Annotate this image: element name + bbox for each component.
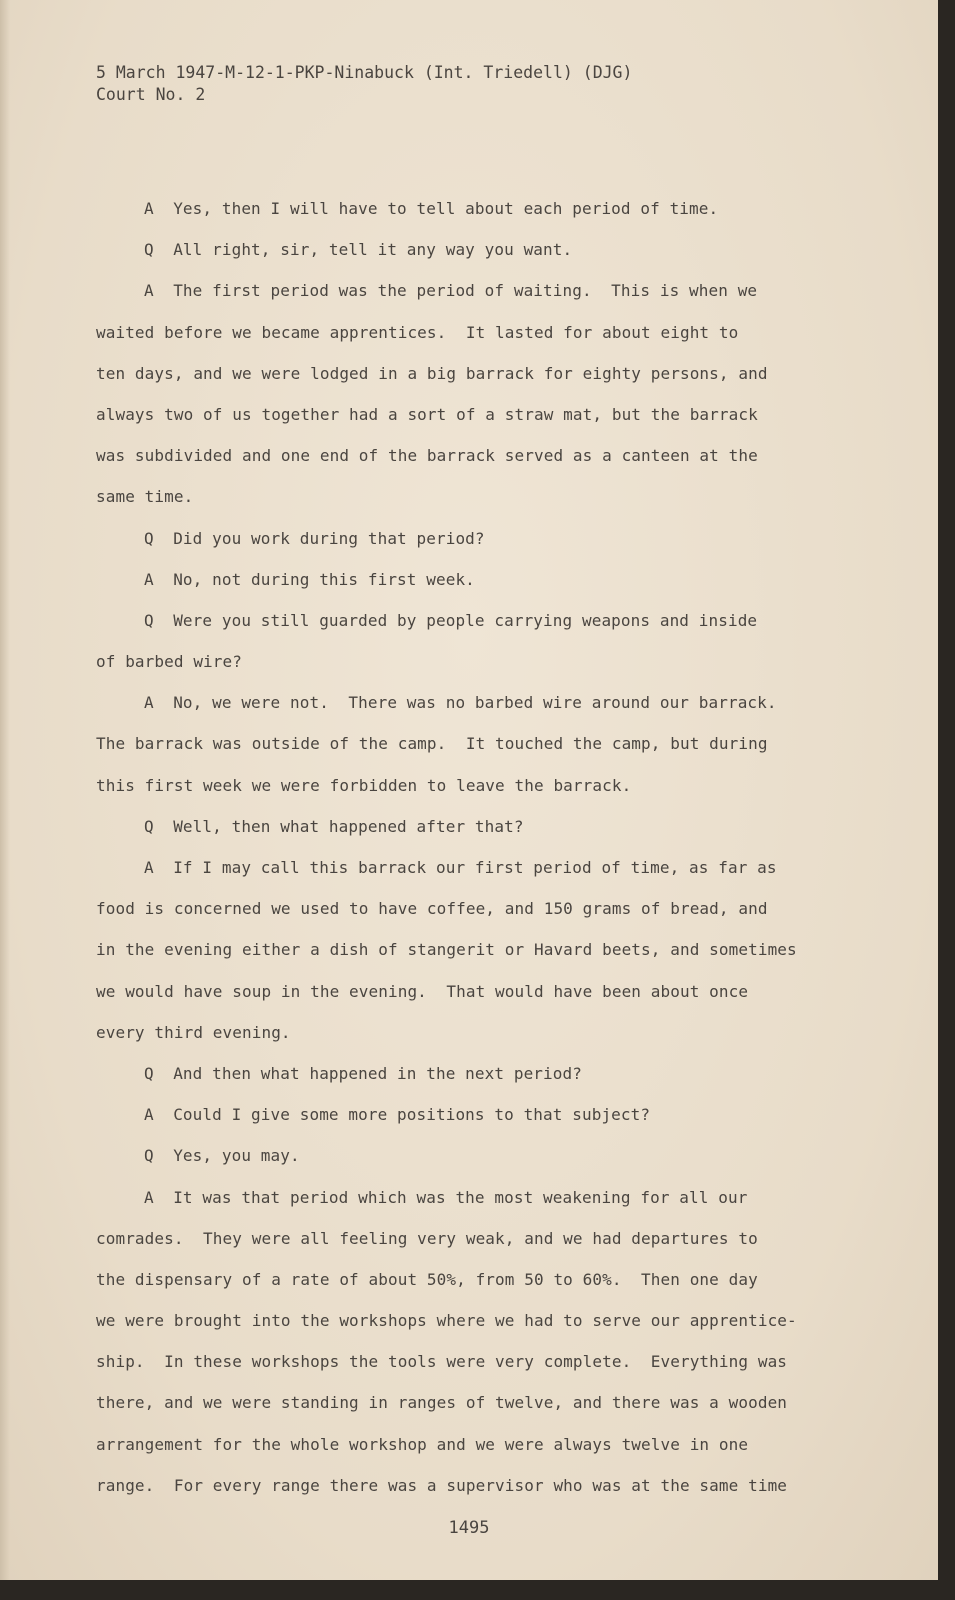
transcript-line: Q Did you work during that period?: [144, 528, 485, 548]
transcript-line: Q All right, sir, tell it any way you want.: [144, 240, 573, 260]
transcript-line: we were brought into the workshops where we had to serve our apprentice-: [96, 1311, 797, 1331]
transcript: [96, 62, 836, 1506]
transcript-line: we would have soup in the evening. That would have been about once: [96, 981, 749, 1001]
transcript-line: Q Yes, you may.: [144, 1146, 300, 1166]
transcript-line: A No, not during this first week.: [144, 569, 475, 589]
transcript-line: A If I may call this barrack our first period of time, as far as: [144, 858, 777, 877]
transcript-line: A No, we were not. There was no barbed wire around our barrack.: [144, 693, 777, 713]
transcript-line: food is concerned we used to have coffee, and 150 grams of bread, and: [96, 899, 768, 919]
page-number: 1495: [448, 1518, 490, 1538]
transcript-line: Q Well, then what happened after that?: [144, 816, 524, 836]
transcript-line: The barrack was outside of the camp. It touched the camp, but during: [96, 734, 768, 754]
transcript-line: Q Were you still guarded by people carrying weapons and inside: [144, 610, 758, 630]
transcript-line: was subdivided and one end of the barrack served as a canteen at the: [96, 446, 758, 466]
transcript-line: every third evening.: [96, 1022, 291, 1042]
transcript-line: the dispensary of a rate of about 50%, from 50 to 60%. Then one day: [96, 1269, 758, 1289]
header-court-line: Court No. 2: [96, 85, 206, 104]
transcript-line: waited before we became apprentices. It lasted for about eight to: [96, 322, 739, 342]
transcript-line: of barbed wire?: [96, 652, 242, 672]
transcript-line: Q And then what happened in the next period?: [144, 1063, 582, 1083]
transcript-line: A It was that period which was the most weakening for all our: [144, 1187, 748, 1207]
transcript-body: [96, 188, 836, 1506]
transcript-line: there, and we were standing in ranges of twelve, and there was a wooden: [96, 1393, 788, 1413]
transcript-line: same time.: [96, 487, 194, 507]
header-date-line: 5 March 1947-M-12-1-PKP-Ninabuck (Int. Triedell) (DJG): [96, 63, 633, 82]
transcript-line: this first week we were forbidden to leave the barrack.: [96, 775, 632, 795]
transcript-line: arrangement for the whole workshop and we were always twelve in one: [96, 1434, 749, 1454]
transcript-line: ten days, and we were lodged in a big barrack for eighty persons, and: [96, 363, 768, 383]
transcript-line: ship. In these workshops the tools were very complete. Everything was: [96, 1352, 788, 1372]
transcript-line: in the evening either a dish of stangerit or Havard beets, and sometimes: [96, 940, 797, 960]
transcript-line: A Yes, then I will have to tell about each period of time.: [144, 199, 719, 218]
transcript-line: A The first period was the period of waiting. This is when we: [144, 281, 758, 301]
transcript-line: comrades. They were all feeling very weak, and we had departures to: [96, 1228, 758, 1248]
transcript-line: range. For every range there was a supervisor who was at the same time: [96, 1475, 788, 1495]
transcript-line: always two of us together had a sort of a straw mat, but the barrack: [96, 404, 758, 424]
transcript-line: A Could I give some more positions to that subject?: [144, 1105, 651, 1125]
